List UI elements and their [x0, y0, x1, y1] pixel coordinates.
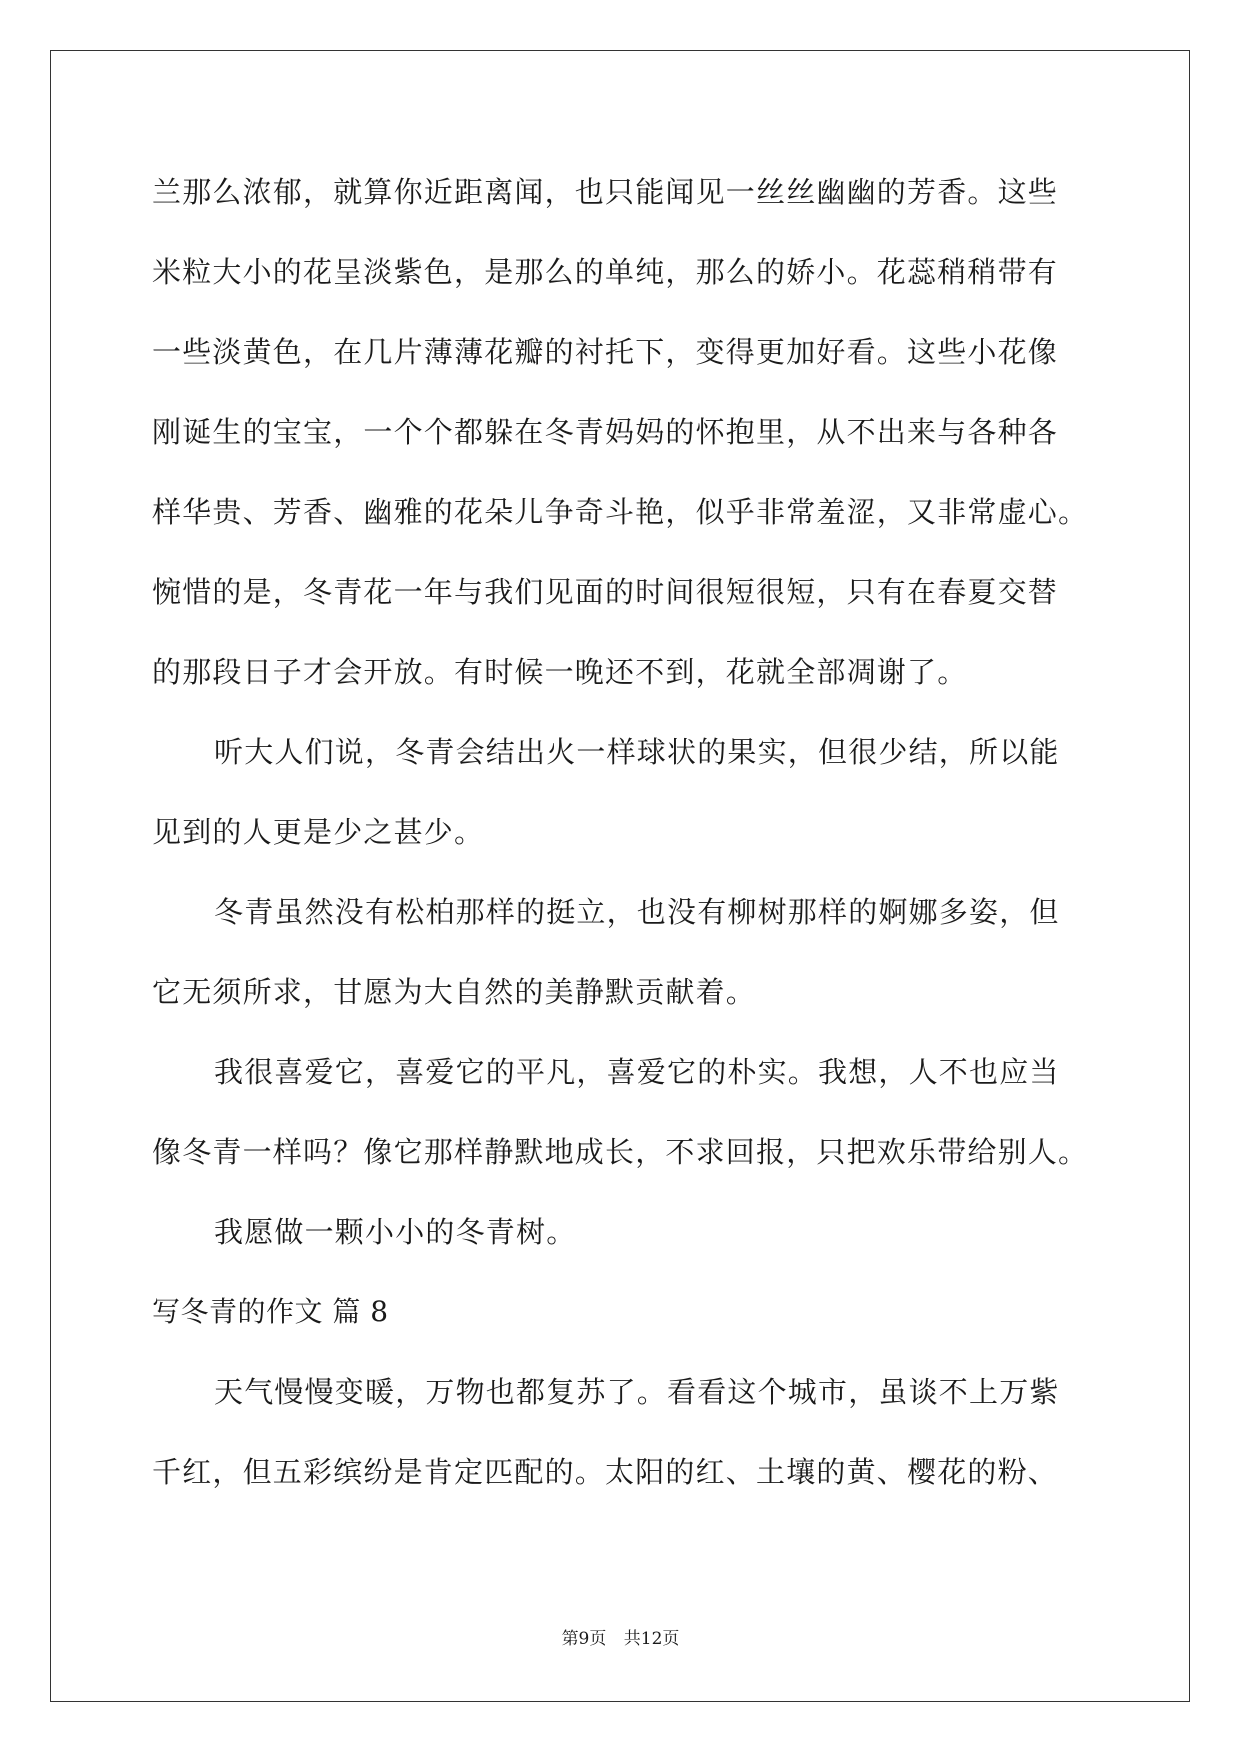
page-number: 第9页	[561, 1629, 607, 1649]
text-line: 米粒大小的花呈淡紫色，是那么的单纯，那么的娇小。花蕊稍稍带有	[152, 255, 1059, 289]
text-line: 像冬青一样吗？像它那样静默地成长，不求回报，只把欢乐带给别人。	[152, 1135, 1089, 1169]
paragraph-start-line: 我很喜爱它，喜爱它的平凡，喜爱它的朴实。我想，人不也应当	[214, 1055, 1060, 1089]
paragraph-start-line: 我愿做一颗小小的冬青树。	[214, 1215, 577, 1249]
paragraph-start-line: 听大人们说，冬青会结出火一样球状的果实，但很少结，所以能	[214, 735, 1060, 769]
text-line: 它无须所求，甘愿为大自然的美静默贡献着。	[152, 975, 757, 1009]
text-line: 惋惜的是，冬青花一年与我们见面的时间很短很短，只有在春夏交替	[152, 575, 1059, 609]
text-line: 千红，但五彩缤纷是肯定匹配的。太阳的红、土壤的黄、樱花的粉、	[152, 1455, 1059, 1489]
text-line: 兰那么浓郁，就算你近距离闻，也只能闻见一丝丝幽幽的芳香。这些	[152, 175, 1059, 209]
page-footer	[0, 1624, 1241, 1649]
section-heading: 写冬青的作文 篇 8	[152, 1295, 389, 1328]
text-line: 刚诞生的宝宝，一个个都躲在冬青妈妈的怀抱里，从不出来与各种各	[152, 415, 1059, 449]
paragraph-start-line: 冬青虽然没有松柏那样的挺立，也没有柳树那样的婀娜多姿，但	[214, 895, 1060, 929]
text-line: 的那段日子才会开放。有时候一晚还不到，花就全部凋谢了。	[152, 655, 968, 689]
page-total: 共12页	[623, 1629, 680, 1649]
paragraph-start-line: 天气慢慢变暖，万物也都复苏了。看看这个城市，虽谈不上万紫	[214, 1375, 1060, 1409]
text-line: 样华贵、芳香、幽雅的花朵儿争奇斗艳，似乎非常羞涩，又非常虚心。	[152, 495, 1089, 529]
text-line: 一些淡黄色，在几片薄薄花瓣的衬托下，变得更加好看。这些小花像	[152, 335, 1059, 369]
text-line: 见到的人更是少之甚少。	[152, 815, 485, 849]
